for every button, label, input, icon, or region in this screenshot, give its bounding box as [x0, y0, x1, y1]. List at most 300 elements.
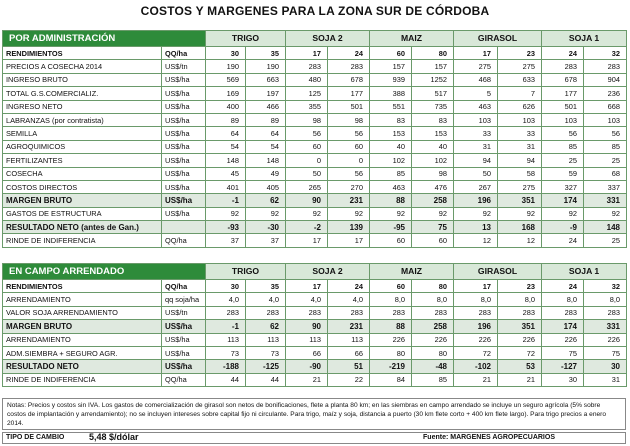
- row-label: RESULTADO NETO (antes de Gan.): [3, 221, 162, 234]
- value-cell: 735: [412, 100, 454, 113]
- value-cell: 80: [412, 47, 454, 60]
- value-cell: 663: [246, 73, 286, 86]
- row-label: LABRANZAS (por contratista): [3, 113, 162, 126]
- value-cell: 148: [246, 154, 286, 167]
- value-cell: 569: [206, 73, 246, 86]
- value-cell: 327: [542, 180, 584, 193]
- value-cell: 37: [246, 234, 286, 247]
- row-unit: QQ/ha: [162, 280, 206, 293]
- value-cell: 148: [206, 154, 246, 167]
- row-label: ARRENDAMIENTO: [3, 333, 162, 346]
- value-cell: 85: [542, 140, 584, 153]
- row-label: ARRENDAMIENTO: [3, 293, 162, 306]
- value-cell: 153: [412, 127, 454, 140]
- arrend-header-row: [3, 264, 627, 280]
- value-cell: 283: [328, 60, 370, 73]
- value-cell: -219: [370, 360, 412, 373]
- row-unit: US$/ha: [162, 140, 206, 153]
- value-cell: 270: [328, 180, 370, 193]
- value-cell: 60: [412, 234, 454, 247]
- row-label: RESULTADO NETO: [3, 360, 162, 373]
- value-cell: 231: [328, 320, 370, 333]
- value-cell: 22: [328, 373, 370, 386]
- table-row: [3, 167, 627, 180]
- table-row: [3, 333, 627, 346]
- value-cell: 463: [370, 180, 412, 193]
- table-row: [3, 306, 627, 319]
- row-label: AGROQUIMICOS: [3, 140, 162, 153]
- value-cell: 177: [328, 87, 370, 100]
- table-row: [3, 60, 627, 73]
- value-cell: 283: [542, 306, 584, 319]
- value-cell: 0: [286, 154, 328, 167]
- value-cell: 50: [286, 167, 328, 180]
- table-row: [3, 47, 627, 60]
- value-cell: 25: [584, 154, 627, 167]
- value-cell: 45: [206, 167, 246, 180]
- value-cell: 66: [286, 346, 328, 359]
- value-cell: 92: [246, 207, 286, 220]
- value-cell: 197: [246, 87, 286, 100]
- value-cell: 283: [454, 306, 498, 319]
- row-label: MARGEN BRUTO: [3, 194, 162, 207]
- exchange-rate-label: TIPO DE CAMBIO: [6, 434, 65, 441]
- value-cell: 60: [286, 140, 328, 153]
- value-cell: 31: [498, 140, 542, 153]
- value-cell: 44: [206, 373, 246, 386]
- value-cell: 226: [542, 333, 584, 346]
- notes-box: Notas: Precios y costos sin IVA. Los gastos de comercialización de girasol son netos de bonificaciones, flete a planta 80 km; en las siembras en campo arrendado se incluye un seguro agrícola (5% sobre costos de implantación y arrendamiento); no se incluyen intereses sobre capital fijo ni circulante. Para trigo, maíz y soja, distancia a puerto (30 km flete corto + 400 km flete largo). Para trigo precios a enero 2014.: [2, 398, 626, 430]
- row-label: ADM.SIEMBRA + SEGURO AGR.: [3, 346, 162, 359]
- value-cell: 113: [328, 333, 370, 346]
- value-cell: -95: [370, 221, 412, 234]
- row-unit: qq soja/ha: [162, 293, 206, 306]
- value-cell: 939: [370, 73, 412, 86]
- value-cell: 8,0: [370, 293, 412, 306]
- table-row: [3, 293, 627, 306]
- value-cell: -102: [454, 360, 498, 373]
- value-cell: 103: [498, 113, 542, 126]
- crop-header-soja2: SOJA 2: [286, 31, 370, 47]
- page-title: COSTOS Y MARGENES PARA LA ZONA SUR DE CÓRDOBA: [140, 4, 490, 18]
- value-cell: 40: [370, 140, 412, 153]
- value-cell: 92: [286, 207, 328, 220]
- value-cell: 633: [498, 73, 542, 86]
- value-cell: 30: [584, 360, 627, 373]
- value-cell: 80: [412, 346, 454, 359]
- row-unit: US$/ha: [162, 207, 206, 220]
- value-cell: 275: [454, 60, 498, 73]
- arrend-section-title: EN CAMPO ARRENDADO: [3, 264, 206, 280]
- row-unit: US$/ha: [162, 127, 206, 140]
- row-unit: US$/ha: [162, 113, 206, 126]
- crop-header-girasol: GIRASOL: [454, 264, 542, 280]
- value-cell: 37: [206, 234, 246, 247]
- value-cell: 33: [498, 127, 542, 140]
- value-cell: 405: [246, 180, 286, 193]
- value-cell: 501: [328, 100, 370, 113]
- value-cell: 168: [498, 221, 542, 234]
- value-cell: 56: [286, 127, 328, 140]
- value-cell: 50: [454, 167, 498, 180]
- value-cell: 12: [498, 234, 542, 247]
- value-cell: 33: [454, 127, 498, 140]
- value-cell: 21: [498, 373, 542, 386]
- value-cell: 35: [246, 280, 286, 293]
- value-cell: 113: [246, 333, 286, 346]
- value-cell: 8,0: [542, 293, 584, 306]
- value-cell: 84: [370, 373, 412, 386]
- value-cell: -127: [542, 360, 584, 373]
- row-label: TOTAL G.S.COMERCIALIZ.: [3, 87, 162, 100]
- value-cell: 64: [246, 127, 286, 140]
- value-cell: 85: [584, 140, 627, 153]
- value-cell: 283: [542, 60, 584, 73]
- value-cell: -93: [206, 221, 246, 234]
- value-cell: 267: [454, 180, 498, 193]
- value-cell: 226: [584, 333, 627, 346]
- table-row: [3, 87, 627, 100]
- value-cell: 4,0: [328, 293, 370, 306]
- value-cell: 177: [542, 87, 584, 100]
- value-cell: 73: [206, 346, 246, 359]
- value-cell: 4,0: [246, 293, 286, 306]
- row-unit: QQ/ha: [162, 234, 206, 247]
- value-cell: 90: [286, 194, 328, 207]
- value-cell: 94: [498, 154, 542, 167]
- value-cell: 85: [370, 167, 412, 180]
- value-cell: 92: [542, 207, 584, 220]
- value-cell: 174: [542, 194, 584, 207]
- table-row: [3, 100, 627, 113]
- value-cell: 89: [206, 113, 246, 126]
- value-cell: 89: [246, 113, 286, 126]
- value-cell: 275: [498, 60, 542, 73]
- value-cell: 113: [206, 333, 246, 346]
- crop-header-soja1: SOJA 1: [542, 31, 627, 47]
- value-cell: 103: [454, 113, 498, 126]
- row-unit: US$/tn: [162, 60, 206, 73]
- value-cell: 466: [246, 100, 286, 113]
- table-row: [3, 194, 627, 207]
- admin-table: [2, 30, 627, 248]
- value-cell: 94: [454, 154, 498, 167]
- value-cell: 258: [412, 194, 454, 207]
- value-cell: 80: [370, 346, 412, 359]
- value-cell: 8,0: [454, 293, 498, 306]
- row-unit: US$/ha: [162, 154, 206, 167]
- table-row: [3, 234, 627, 247]
- table-row: [3, 373, 627, 386]
- table-row: [3, 180, 627, 193]
- value-cell: 226: [412, 333, 454, 346]
- row-label: RINDE DE INDIFERENCIA: [3, 373, 162, 386]
- value-cell: 54: [206, 140, 246, 153]
- value-cell: 283: [286, 60, 328, 73]
- row-unit: US$/ha: [162, 167, 206, 180]
- table-row: [3, 346, 627, 359]
- value-cell: 148: [584, 221, 627, 234]
- row-unit: US$/tn: [162, 306, 206, 319]
- value-cell: 678: [328, 73, 370, 86]
- value-cell: 125: [286, 87, 328, 100]
- value-cell: 283: [286, 306, 328, 319]
- value-cell: 169: [206, 87, 246, 100]
- value-cell: 0: [328, 154, 370, 167]
- value-cell: 4,0: [206, 293, 246, 306]
- value-cell: 8,0: [412, 293, 454, 306]
- value-cell: 64: [206, 127, 246, 140]
- value-cell: 283: [584, 60, 627, 73]
- row-unit: [162, 221, 206, 234]
- value-cell: -30: [246, 221, 286, 234]
- value-cell: 60: [370, 280, 412, 293]
- value-cell: 88: [370, 194, 412, 207]
- value-cell: 60: [370, 234, 412, 247]
- value-cell: -90: [286, 360, 328, 373]
- row-label: FERTILIZANTES: [3, 154, 162, 167]
- value-cell: 49: [246, 167, 286, 180]
- value-cell: 275: [498, 180, 542, 193]
- value-cell: 53: [498, 360, 542, 373]
- row-label: SEMILLA: [3, 127, 162, 140]
- value-cell: 283: [206, 306, 246, 319]
- value-cell: 88: [370, 320, 412, 333]
- value-cell: 113: [286, 333, 328, 346]
- value-cell: 283: [498, 306, 542, 319]
- value-cell: 157: [412, 60, 454, 73]
- value-cell: 283: [412, 306, 454, 319]
- table-row: [3, 113, 627, 126]
- value-cell: 226: [370, 333, 412, 346]
- value-cell: 23: [498, 47, 542, 60]
- value-cell: 904: [584, 73, 627, 86]
- value-cell: 56: [328, 127, 370, 140]
- row-label: VALOR SOJA ARRENDAMIENTO: [3, 306, 162, 319]
- value-cell: 75: [584, 346, 627, 359]
- arrend-table: [2, 263, 627, 387]
- value-cell: 21: [454, 373, 498, 386]
- footer-bar: [2, 432, 626, 444]
- value-cell: 98: [328, 113, 370, 126]
- value-cell: 92: [206, 207, 246, 220]
- value-cell: 102: [370, 154, 412, 167]
- value-cell: 476: [412, 180, 454, 193]
- row-label: COSTOS DIRECTOS: [3, 180, 162, 193]
- value-cell: 17: [286, 234, 328, 247]
- value-cell: 551: [370, 100, 412, 113]
- value-cell: 98: [412, 167, 454, 180]
- value-cell: 103: [542, 113, 584, 126]
- value-cell: 196: [454, 194, 498, 207]
- value-cell: 90: [286, 320, 328, 333]
- value-cell: 73: [246, 346, 286, 359]
- value-cell: 25: [542, 154, 584, 167]
- value-cell: 5: [454, 87, 498, 100]
- exchange-rate-value: 5,48 $/dólar: [89, 432, 139, 442]
- value-cell: 25: [584, 234, 627, 247]
- value-cell: 30: [206, 47, 246, 60]
- value-cell: 258: [412, 320, 454, 333]
- value-cell: 92: [454, 207, 498, 220]
- value-cell: 75: [412, 221, 454, 234]
- value-cell: 139: [328, 221, 370, 234]
- value-cell: -2: [286, 221, 328, 234]
- value-cell: 92: [328, 207, 370, 220]
- value-cell: 283: [246, 306, 286, 319]
- value-cell: 24: [542, 234, 584, 247]
- table-row: [3, 280, 627, 293]
- value-cell: 85: [412, 373, 454, 386]
- value-cell: 58: [498, 167, 542, 180]
- table-row: [3, 360, 627, 373]
- value-cell: 56: [328, 167, 370, 180]
- value-cell: 80: [412, 280, 454, 293]
- value-cell: 56: [584, 127, 627, 140]
- value-cell: 17: [328, 234, 370, 247]
- value-cell: 62: [246, 320, 286, 333]
- value-cell: 24: [328, 47, 370, 60]
- value-cell: 17: [286, 280, 328, 293]
- value-cell: -48: [412, 360, 454, 373]
- row-label: MARGEN BRUTO: [3, 320, 162, 333]
- row-unit: US$/ha: [162, 100, 206, 113]
- value-cell: 21: [286, 373, 328, 386]
- value-cell: 32: [584, 47, 627, 60]
- value-cell: 480: [286, 73, 328, 86]
- value-cell: 83: [412, 113, 454, 126]
- crop-header-trigo: TRIGO: [206, 31, 286, 47]
- row-unit: US$/ha: [162, 87, 206, 100]
- value-cell: 226: [454, 333, 498, 346]
- table-row: [3, 320, 627, 333]
- row-label: INGRESO NETO: [3, 100, 162, 113]
- table-row: [3, 140, 627, 153]
- value-cell: 56: [542, 127, 584, 140]
- value-cell: 236: [584, 87, 627, 100]
- value-cell: 337: [584, 180, 627, 193]
- row-unit: QQ/ha: [162, 47, 206, 60]
- row-label: RINDE DE INDIFERENCIA: [3, 234, 162, 247]
- value-cell: 7: [498, 87, 542, 100]
- value-cell: 196: [454, 320, 498, 333]
- value-cell: 68: [584, 167, 627, 180]
- value-cell: 153: [370, 127, 412, 140]
- value-cell: 468: [454, 73, 498, 86]
- value-cell: 35: [246, 47, 286, 60]
- value-cell: 103: [584, 113, 627, 126]
- value-cell: 190: [246, 60, 286, 73]
- value-cell: 60: [370, 47, 412, 60]
- value-cell: 1252: [412, 73, 454, 86]
- value-cell: 40: [412, 140, 454, 153]
- value-cell: 92: [370, 207, 412, 220]
- crop-header-soja1: SOJA 1: [542, 264, 627, 280]
- row-label: RENDIMIENTOS: [3, 47, 162, 60]
- value-cell: 668: [584, 100, 627, 113]
- value-cell: 4,0: [286, 293, 328, 306]
- value-cell: -9: [542, 221, 584, 234]
- value-cell: 283: [328, 306, 370, 319]
- value-cell: 72: [454, 346, 498, 359]
- value-cell: 83: [370, 113, 412, 126]
- value-cell: 157: [370, 60, 412, 73]
- value-cell: 98: [286, 113, 328, 126]
- row-unit: US$/ha: [162, 180, 206, 193]
- value-cell: 75: [542, 346, 584, 359]
- row-unit: US$/ha: [162, 346, 206, 359]
- row-unit: US$/ha: [162, 360, 206, 373]
- value-cell: 8,0: [584, 293, 627, 306]
- row-label: PRECIOS A COSECHA 2014: [3, 60, 162, 73]
- value-cell: 24: [328, 280, 370, 293]
- crop-header-girasol: GIRASOL: [454, 31, 542, 47]
- value-cell: 351: [498, 194, 542, 207]
- value-cell: 331: [584, 320, 627, 333]
- row-label: INGRESO BRUTO: [3, 73, 162, 86]
- value-cell: 31: [454, 140, 498, 153]
- row-label: RENDIMIENTOS: [3, 280, 162, 293]
- value-cell: 23: [498, 280, 542, 293]
- table-row: [3, 207, 627, 220]
- value-cell: 351: [498, 320, 542, 333]
- value-cell: 463: [454, 100, 498, 113]
- admin-header-row: [3, 31, 627, 47]
- crop-header-maiz: MAIZ: [370, 264, 454, 280]
- value-cell: 283: [370, 306, 412, 319]
- source-label: Fuente: MARGENES AGROPECUARIOS: [423, 434, 555, 441]
- value-cell: 59: [542, 167, 584, 180]
- value-cell: 92: [412, 207, 454, 220]
- value-cell: 66: [328, 346, 370, 359]
- value-cell: 8,0: [498, 293, 542, 306]
- table-row: [3, 127, 627, 140]
- value-cell: 30: [206, 280, 246, 293]
- value-cell: 54: [246, 140, 286, 153]
- value-cell: 401: [206, 180, 246, 193]
- row-unit: US$/ha: [162, 73, 206, 86]
- value-cell: -188: [206, 360, 246, 373]
- value-cell: 400: [206, 100, 246, 113]
- table-row: [3, 221, 627, 234]
- value-cell: 17: [454, 280, 498, 293]
- row-unit: US$/ha: [162, 333, 206, 346]
- admin-section-title: POR ADMINISTRACIÓN: [3, 31, 206, 47]
- value-cell: -1: [206, 194, 246, 207]
- crop-header-maiz: MAIZ: [370, 31, 454, 47]
- value-cell: 355: [286, 100, 328, 113]
- row-unit: QQ/ha: [162, 373, 206, 386]
- value-cell: 92: [584, 207, 627, 220]
- value-cell: 24: [542, 47, 584, 60]
- value-cell: 17: [286, 47, 328, 60]
- value-cell: 501: [542, 100, 584, 113]
- value-cell: 32: [584, 280, 627, 293]
- table-row: [3, 73, 627, 86]
- value-cell: 13: [454, 221, 498, 234]
- value-cell: 331: [584, 194, 627, 207]
- value-cell: 517: [412, 87, 454, 100]
- row-unit: US$/ha: [162, 194, 206, 207]
- row-unit: US$/ha: [162, 320, 206, 333]
- value-cell: 72: [498, 346, 542, 359]
- table-row: [3, 154, 627, 167]
- value-cell: 92: [498, 207, 542, 220]
- value-cell: 102: [412, 154, 454, 167]
- row-label: GASTOS DE ESTRUCTURA: [3, 207, 162, 220]
- row-label: COSECHA: [3, 167, 162, 180]
- value-cell: 678: [542, 73, 584, 86]
